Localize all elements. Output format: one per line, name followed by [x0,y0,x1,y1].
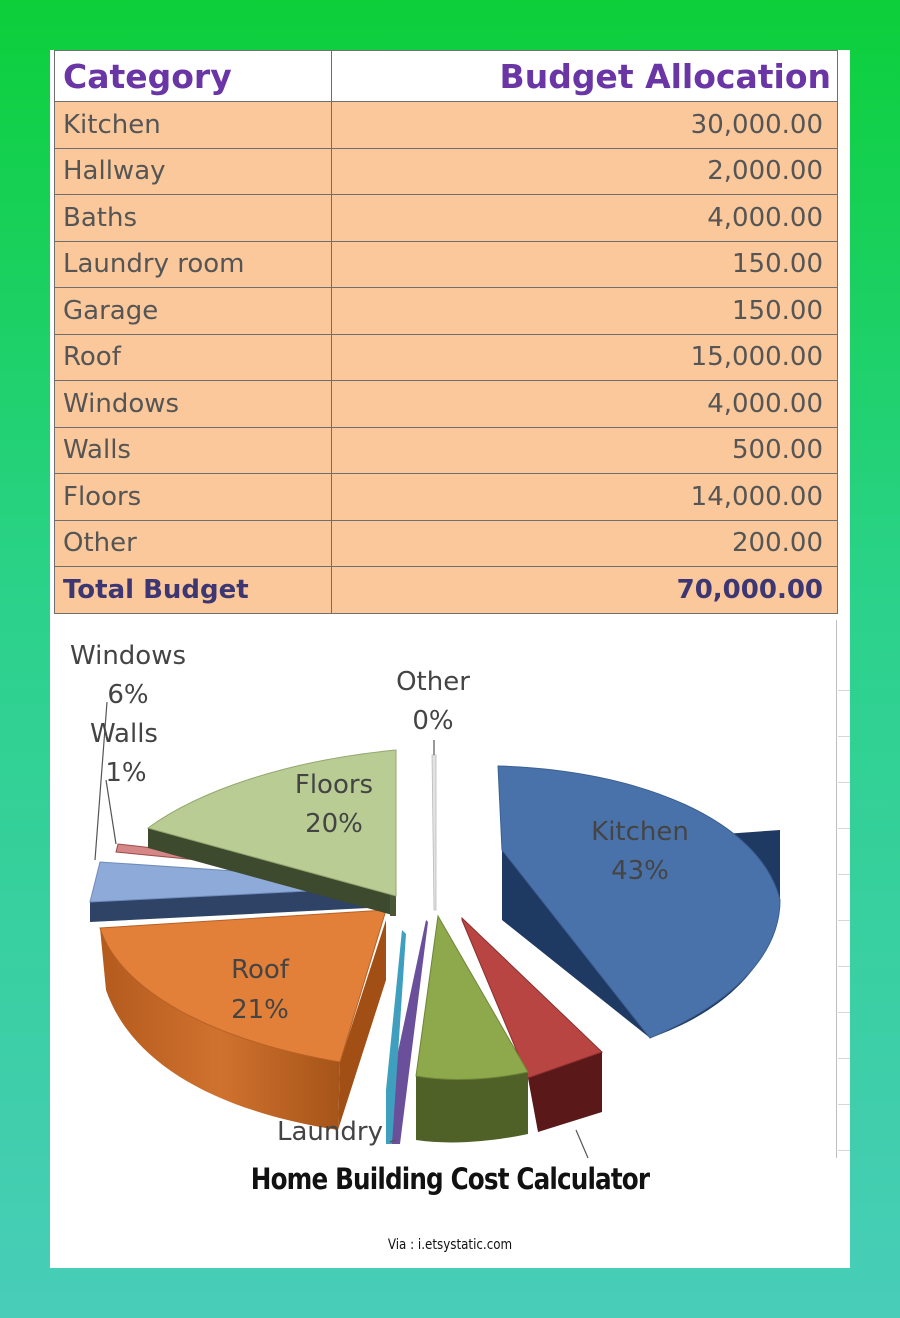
label-windows-pct: 6% [107,680,149,710]
caption-source: Via : i.etsystatic.com [387,1237,513,1253]
row-value: 500.00 [332,427,838,474]
header-budget-allocation: Budget Allocation [332,51,838,102]
caption-title: Home Building Cost Calculator [250,1162,650,1196]
label-walls-name: Walls [90,719,158,749]
row-value: 30,000.00 [332,102,838,149]
row-value: 14,000.00 [332,474,838,521]
label-kitchen-name: Kitchen [591,817,689,847]
label-kitchen-pct: 43% [611,856,669,886]
spreadsheet-screenshot [50,50,850,1158]
row-category: Other [55,520,332,567]
row-category: Windows [55,381,332,428]
row-category: Walls [55,427,332,474]
row-category: Hallway [55,148,332,195]
header-category: Category [55,51,332,102]
row-category: Roof [55,334,332,381]
label-floors-pct: 20% [305,809,363,839]
row-value: 4,000.00 [332,195,838,242]
row-value: 2,000.00 [332,148,838,195]
total-label: Total Budget [55,567,332,614]
pie-chart [50,50,850,1158]
image-card [50,50,850,1268]
label-floors-name: Floors [294,770,374,800]
row-category: Garage [55,288,332,335]
row-category: Baths [55,195,332,242]
slice-other [432,755,436,910]
row-value: 4,000.00 [332,381,838,428]
slice-baths-side [416,1072,528,1142]
label-roof-name: Roof [231,955,289,985]
row-value: 150.00 [332,241,838,288]
row-value: 200.00 [332,520,838,567]
label-laundry-name: Laundry [277,1117,383,1147]
row-value: 150.00 [332,288,838,335]
label-windows-name: Windows [69,641,187,671]
total-value: 70,000.00 [332,567,838,614]
label-walls-pct: 1% [105,758,147,788]
row-value: 15,000.00 [332,334,838,381]
row-category: Kitchen [55,102,332,149]
leader-line-walls [106,780,116,844]
leader-line-hallway [576,1130,588,1158]
row-category: Laundry room [55,241,332,288]
label-other-pct: 0% [412,706,454,736]
row-category: Floors [55,474,332,521]
label-other-name: Other [396,667,470,697]
label-roof-pct: 21% [231,995,289,1025]
